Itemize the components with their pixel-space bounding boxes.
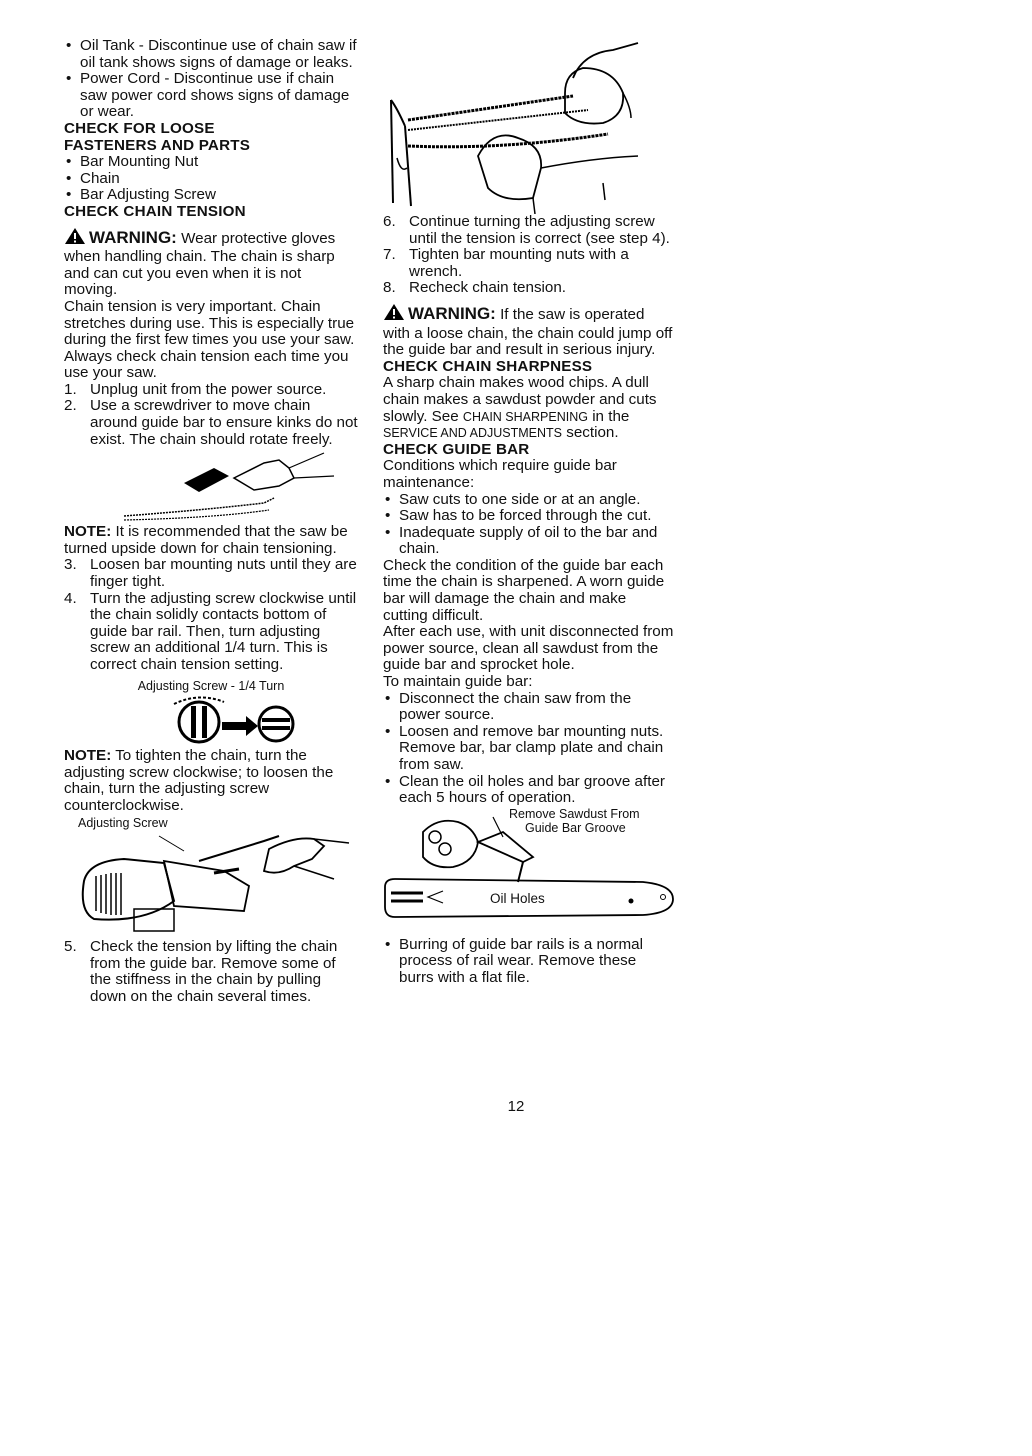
bar-condition: • Saw cuts to one side or at an angle. xyxy=(383,492,675,509)
step-4: 4. Turn the adjusting screw clockwise until the chain solidly contacts bottom of guide bar rail. Then, turn adjusting screw an additional 1/4 turn. This is correct chain tension setting. xyxy=(64,589,357,673)
warning-text: Wear protective gloves when handling chain. The chain is sharp and can cut you even when it is not moving. xyxy=(64,229,336,299)
step-6: 6. Continue turning the adjusting screw until the tension is correct (see step 4). xyxy=(383,213,670,247)
guide-bar-cleaning-figure xyxy=(383,807,675,937)
warning-triangle-icon xyxy=(383,303,405,326)
step-5: 5. Check the tension by lifting the chain from the guide bar. Remove some of the stiffness in the chain by pulling down on the chain several times. xyxy=(64,938,338,1005)
page-number: 12 xyxy=(507,1098,525,1115)
maintain-item: • Loosen and remove bar mounting nuts. Remove bar, bar clamp plate and chain from saw. xyxy=(383,724,675,774)
left-column xyxy=(64,38,358,1006)
warning-label: WARNING: xyxy=(89,227,177,247)
heading-chain-sharpness: CHECK CHAIN SHARPNESS xyxy=(383,357,593,375)
bar-paragraph-1: Check the condition of the guide bar each time the chain is sharpened. A worn guide bar will damage the chain and make cutting difficult. xyxy=(383,556,665,624)
service-adjustments-ref: SERVICE AND ADJUSTMENTS xyxy=(383,426,562,441)
step-1: 1. Unplug unit from the power source. xyxy=(64,380,327,398)
bar-paragraph-2: After each use, with unit disconnected from power source, clean all sawdust from the guide bar and sprocket hole. xyxy=(383,623,674,674)
step-2: 2. Use a screwdriver to move chain around guide bar to ensure kinks do not exist. The chain should rotate freely. xyxy=(64,397,358,448)
chain-sharpening-ref: CHAIN SHARPENING xyxy=(462,409,588,424)
maintain-item: • Clean the oil holes and bar groove after each 5 hours of operation. xyxy=(383,774,675,807)
bullet-power-cord: • Power Cord - Discontinue use if chain saw power cord shows signs of damage or wear. xyxy=(64,71,358,121)
maintain-intro: To maintain guide bar: xyxy=(383,673,533,691)
fastener-item: • Chain xyxy=(64,171,358,188)
adjusting-screw-caption: Adjusting Screw xyxy=(78,815,168,830)
hands-chain-figure xyxy=(383,38,675,214)
step-3: 3. Loosen bar mounting nuts until they are finger tight. xyxy=(64,556,357,591)
burr-item: • Burring of guide bar rails is a normal process of rail wear. Remove these burrs with a flat file. xyxy=(383,937,675,987)
right-column xyxy=(383,38,675,987)
heading-fasteners-line1: CHECK FOR LOOSE xyxy=(64,119,215,137)
warning-label: WARNING: xyxy=(408,303,496,323)
sharpness-paragraph: A sharp chain makes wood chips. A dull chain makes a sawdust powder and cuts slowly. See CHAIN SHARPENING in the SERVICE AND ADJUSTMENTS section. xyxy=(383,374,657,442)
quarter-turn-figure xyxy=(64,694,358,748)
heading-fasteners-line2: FASTENERS AND PARTS xyxy=(64,136,251,154)
bullet-oil-tank: • Oil Tank - Discontinue use of chain saw if oil tank shows signs of damage or leaks. xyxy=(64,38,358,71)
warning-text: If the saw is operated with a loose chain, the chain could jump off the guide bar and result in serious injury. xyxy=(383,305,673,359)
bar-condition: • Saw has to be forced through the cut. xyxy=(383,508,675,525)
warning-triangle-icon xyxy=(64,227,86,250)
warning-loose-chain xyxy=(383,303,675,359)
screwdriver-chain-figure xyxy=(64,448,358,524)
bar-intro: Conditions which require guide bar maintenance: xyxy=(383,457,617,491)
warning-gloves xyxy=(64,227,358,299)
adjusting-screw-figure xyxy=(64,831,358,939)
fastener-item: • Bar Adjusting Screw xyxy=(64,187,358,204)
adjust-quarter-turn-caption: Adjusting Screw - 1/4 Turn xyxy=(137,678,285,693)
sawdust-caption: Remove Sawdust From Guide Bar Groove xyxy=(509,806,640,835)
maintain-item: • Disconnect the chain saw from the power source. xyxy=(383,691,675,724)
note-tighten-loosen: NOTE: To tighten the chain, turn the adjusting screw clockwise; to loosen the chain, turn the adjusting screw counterclockwise. xyxy=(64,747,334,814)
heading-guide-bar: CHECK GUIDE BAR xyxy=(383,440,530,458)
heading-chain-tension: CHECK CHAIN TENSION xyxy=(64,202,246,220)
note-upside-down: NOTE: It is recommended that the saw be turned upside down for chain tensioning. xyxy=(64,523,348,557)
oil-holes-caption: Oil Holes xyxy=(490,890,545,906)
fastener-item: • Bar Mounting Nut xyxy=(64,154,358,171)
step-7: 7. Tighten bar mounting nuts with a wrench. xyxy=(383,246,629,280)
bar-condition: • Inadequate supply of oil to the bar and chain. xyxy=(383,525,675,558)
step-8: 8. Recheck chain tension. xyxy=(383,279,567,297)
tension-paragraph: Chain tension is very important. Chain stretches during use. This is especially true during the first few times you use your saw. Always check chain tension each time you use your saw. xyxy=(64,297,355,382)
